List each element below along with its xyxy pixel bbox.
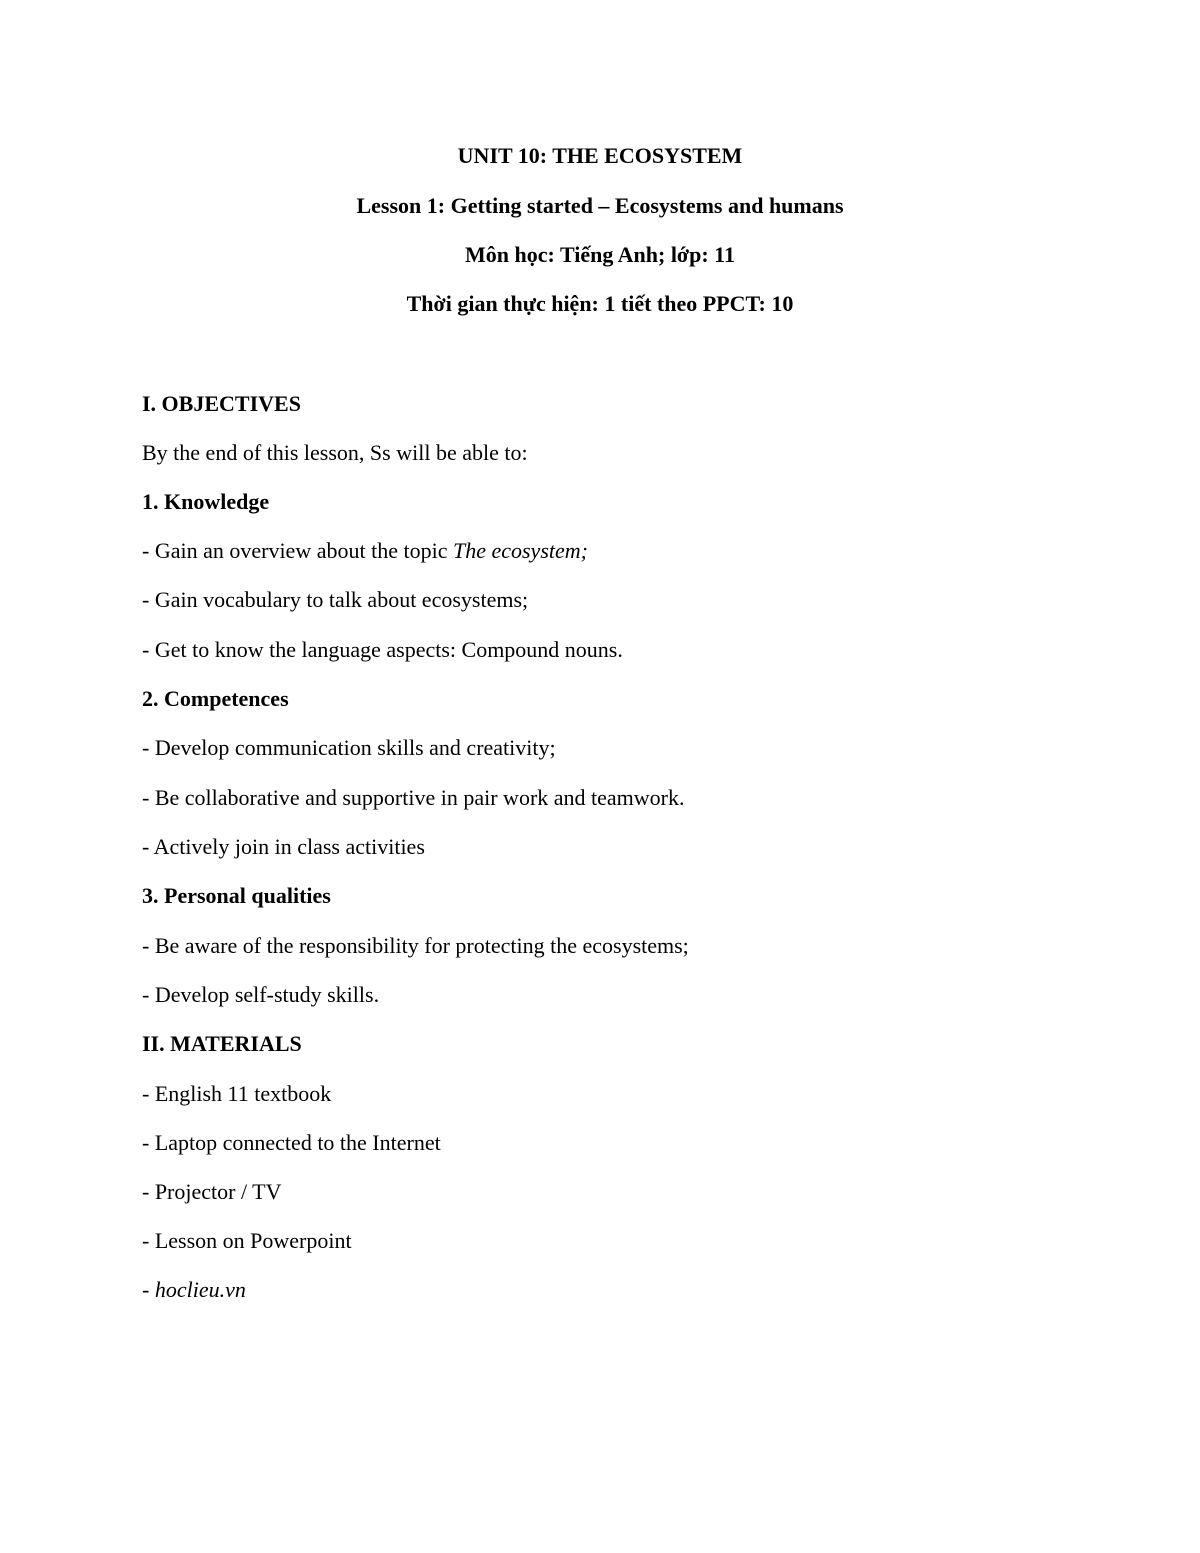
knowledge-item-text: - Gain an overview about the topic <box>142 538 453 563</box>
lesson-title: Lesson 1: Getting started – Ecosystems and humans <box>356 193 844 218</box>
hoclieu-link[interactable]: hoclieu.vn <box>154 1277 246 1302</box>
material-item <box>142 1276 246 1304</box>
material-item: - Lesson on Powerpoint <box>142 1228 352 1253</box>
objectives-heading: I. OBJECTIVES <box>142 391 301 416</box>
quality-item: - Be aware of the responsibility for protecting the ecosystems; <box>142 933 689 958</box>
knowledge-item: - Get to know the language aspects: Compound nouns. <box>142 637 623 662</box>
knowledge-heading: 1. Knowledge <box>142 489 270 514</box>
competence-item: - Develop communication skills and creativity; <box>142 735 556 760</box>
knowledge-item: - Gain vocabulary to talk about ecosystems; <box>142 587 529 612</box>
material-item: - Projector / TV <box>142 1179 282 1204</box>
knowledge-item <box>142 537 588 565</box>
competences-heading: 2. Competences <box>142 686 289 711</box>
competence-item: - Be collaborative and supportive in pair work and teamwork. <box>142 785 685 810</box>
materials-heading: II. MATERIALS <box>142 1031 302 1056</box>
unit-title: UNIT 10: THE ECOSYSTEM <box>457 143 743 168</box>
objectives-intro: By the end of this lesson, Ss will be able to: <box>142 440 528 465</box>
competence-item: - Actively join in class activities <box>142 834 425 859</box>
time-line: Thời gian thực hiện: 1 tiết theo PPCT: 10 <box>406 291 794 316</box>
material-item-prefix: - <box>142 1277 155 1302</box>
qualities-heading: 3. Personal qualities <box>142 883 331 908</box>
subject-line: Môn học: Tiếng Anh; lớp: 11 <box>465 242 735 267</box>
material-item: - Laptop connected to the Internet <box>142 1130 441 1155</box>
material-item: - English 11 textbook <box>142 1081 332 1106</box>
quality-item: - Develop self-study skills. <box>142 982 380 1007</box>
topic-name: The ecosystem; <box>452 538 588 563</box>
